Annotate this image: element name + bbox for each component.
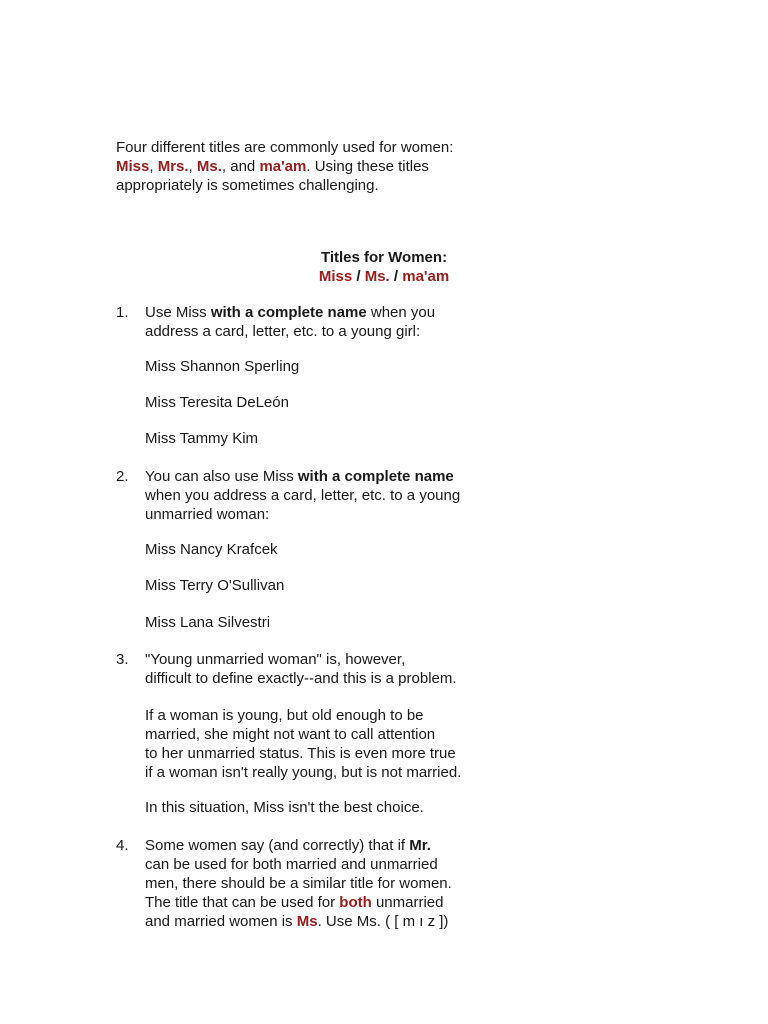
slash: / [352,268,365,285]
title-maam: ma'am [259,158,307,175]
intro-line-3: appropriately is sometimes challenging. [116,177,379,194]
separator: , [188,158,197,175]
example-name: Miss Teresita DeLeón [145,394,289,411]
heading-subtitle [234,267,534,286]
section-heading [234,248,534,286]
item-line [145,836,556,855]
bold-text: with a complete name [210,304,367,321]
separator: , [149,158,158,175]
item-line: to her unmarried status. This is even more true [145,745,456,762]
item-line: If a woman is young, but old enough to be [145,707,424,724]
intro-paragraph [116,138,536,195]
list-item-3 [116,650,556,688]
item-line: men, there should be a similar title for women. [145,875,452,892]
item-line [145,303,556,322]
text: Some women say (and correctly) that if [145,837,410,854]
bold-text: Mr. [409,837,431,854]
list-item-2 [116,467,556,524]
title-mrs: Mrs. [157,158,189,175]
item-3-paragraph-2 [145,706,585,782]
item-line: "Young unmarried woman" is, however, [145,651,406,668]
item-number: 1. [116,304,129,321]
example-name: Miss Nancy Krafcek [145,541,278,558]
item-line [145,467,556,486]
title-miss: Miss [116,158,150,175]
item-line [145,912,556,931]
item-line: address a card, letter, etc. to a young girl: [145,323,421,340]
item-line: if a woman isn't really young, but is not married. [145,764,462,781]
heading-ms: Ms. [364,268,390,285]
red-emphasis: Ms [296,913,318,930]
example-name: Miss Shannon Sperling [145,358,300,375]
item-line: can be used for both married and unmarried [145,856,438,873]
item-number: 2. [116,468,129,485]
intro-line-1: Four different titles are commonly used for women: [116,139,454,156]
heading-miss: Miss [318,268,353,285]
text: and married women is [145,913,297,930]
item-line [145,893,556,912]
example-name: Miss Tammy Kim [145,430,259,447]
intro-tail: . Using these titles [306,158,429,175]
title-ms: Ms. [196,158,222,175]
red-emphasis: both [339,894,372,911]
text: The title that can be used for [145,894,340,911]
list-item-1 [116,303,556,341]
slash: / [389,268,403,285]
intro-line-2 [116,157,536,176]
item-line: unmarried woman: [145,506,270,523]
text: You can also use Miss [145,468,298,485]
text: unmarried [371,894,444,911]
heading-maam: ma'am [402,268,450,285]
example-name: Miss Lana Silvestri [145,614,271,631]
list-item-4 [116,836,556,931]
item-line: married, she might not want to call attention [145,726,436,743]
example-name: Miss Terry O'Sullivan [145,577,285,594]
text: when you [366,304,436,321]
item-number: 4. [116,837,129,854]
item-line: when you address a card, letter, etc. to a young [145,487,461,504]
text: . Use Ms. ( [ m ı z ]) [317,913,449,930]
item-line: difficult to define exactly--and this is a problem. [145,670,457,687]
text: Use Miss [145,304,211,321]
bold-text: with a complete name [297,468,454,485]
heading-title: Titles for Women: [320,249,448,266]
separator: , and [221,158,260,175]
item-number: 3. [116,651,129,668]
item-3-paragraph-3: In this situation, Miss isn't the best choice. [145,799,424,816]
